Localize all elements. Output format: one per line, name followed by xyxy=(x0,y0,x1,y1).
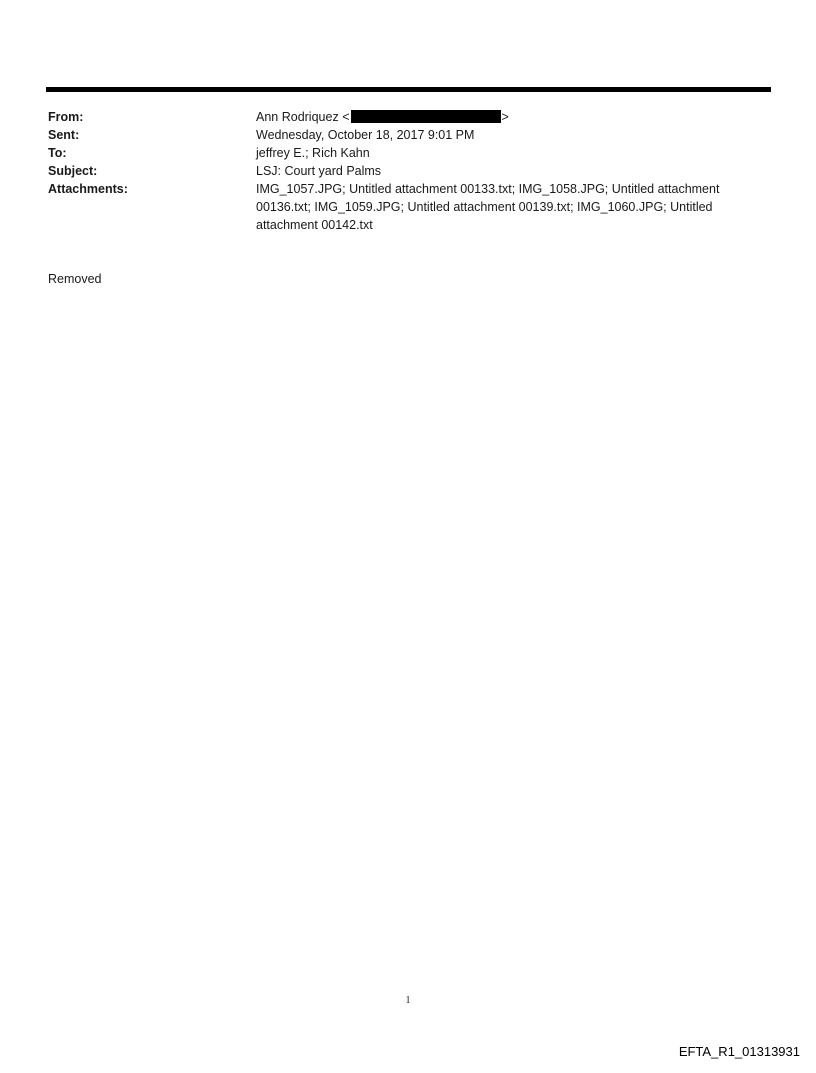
header-divider xyxy=(46,87,771,92)
from-value xyxy=(256,108,748,126)
from-label: From: xyxy=(48,110,84,124)
subject-value: LSJ: Court yard Palms xyxy=(256,164,382,178)
redacted-email-block xyxy=(351,110,501,123)
to-row xyxy=(48,144,748,162)
attachments-value: IMG_1057.JPG; Untitled attachment 00133.txt; IMG_1058.JPG; Untitled attachment 00136.txt; IMG_1059.JPG; Untitled attachment 00139.txt; IMG_1060.JPG; Untitled attachment 00142.txt xyxy=(256,182,720,232)
email-body: Removed xyxy=(48,272,102,286)
sent-label: Sent: xyxy=(48,128,80,142)
close-bracket: > xyxy=(501,110,509,124)
subject-row xyxy=(48,162,748,180)
sender-name: Ann Rodriquez xyxy=(256,110,339,124)
page-number: 1 xyxy=(405,995,411,1006)
open-bracket: < xyxy=(342,110,350,124)
email-header xyxy=(48,108,748,234)
sent-row xyxy=(48,126,748,144)
attachments-label: Attachments: xyxy=(48,182,128,196)
to-value: jeffrey E.; Rich Kahn xyxy=(256,146,370,160)
from-row xyxy=(48,108,748,126)
document-id: EFTA_R1_01313931 xyxy=(678,1044,800,1059)
subject-label: Subject: xyxy=(48,164,98,178)
attachments-row xyxy=(48,180,748,234)
to-label: To: xyxy=(48,146,67,160)
sent-value: Wednesday, October 18, 2017 9:01 PM xyxy=(256,128,475,142)
